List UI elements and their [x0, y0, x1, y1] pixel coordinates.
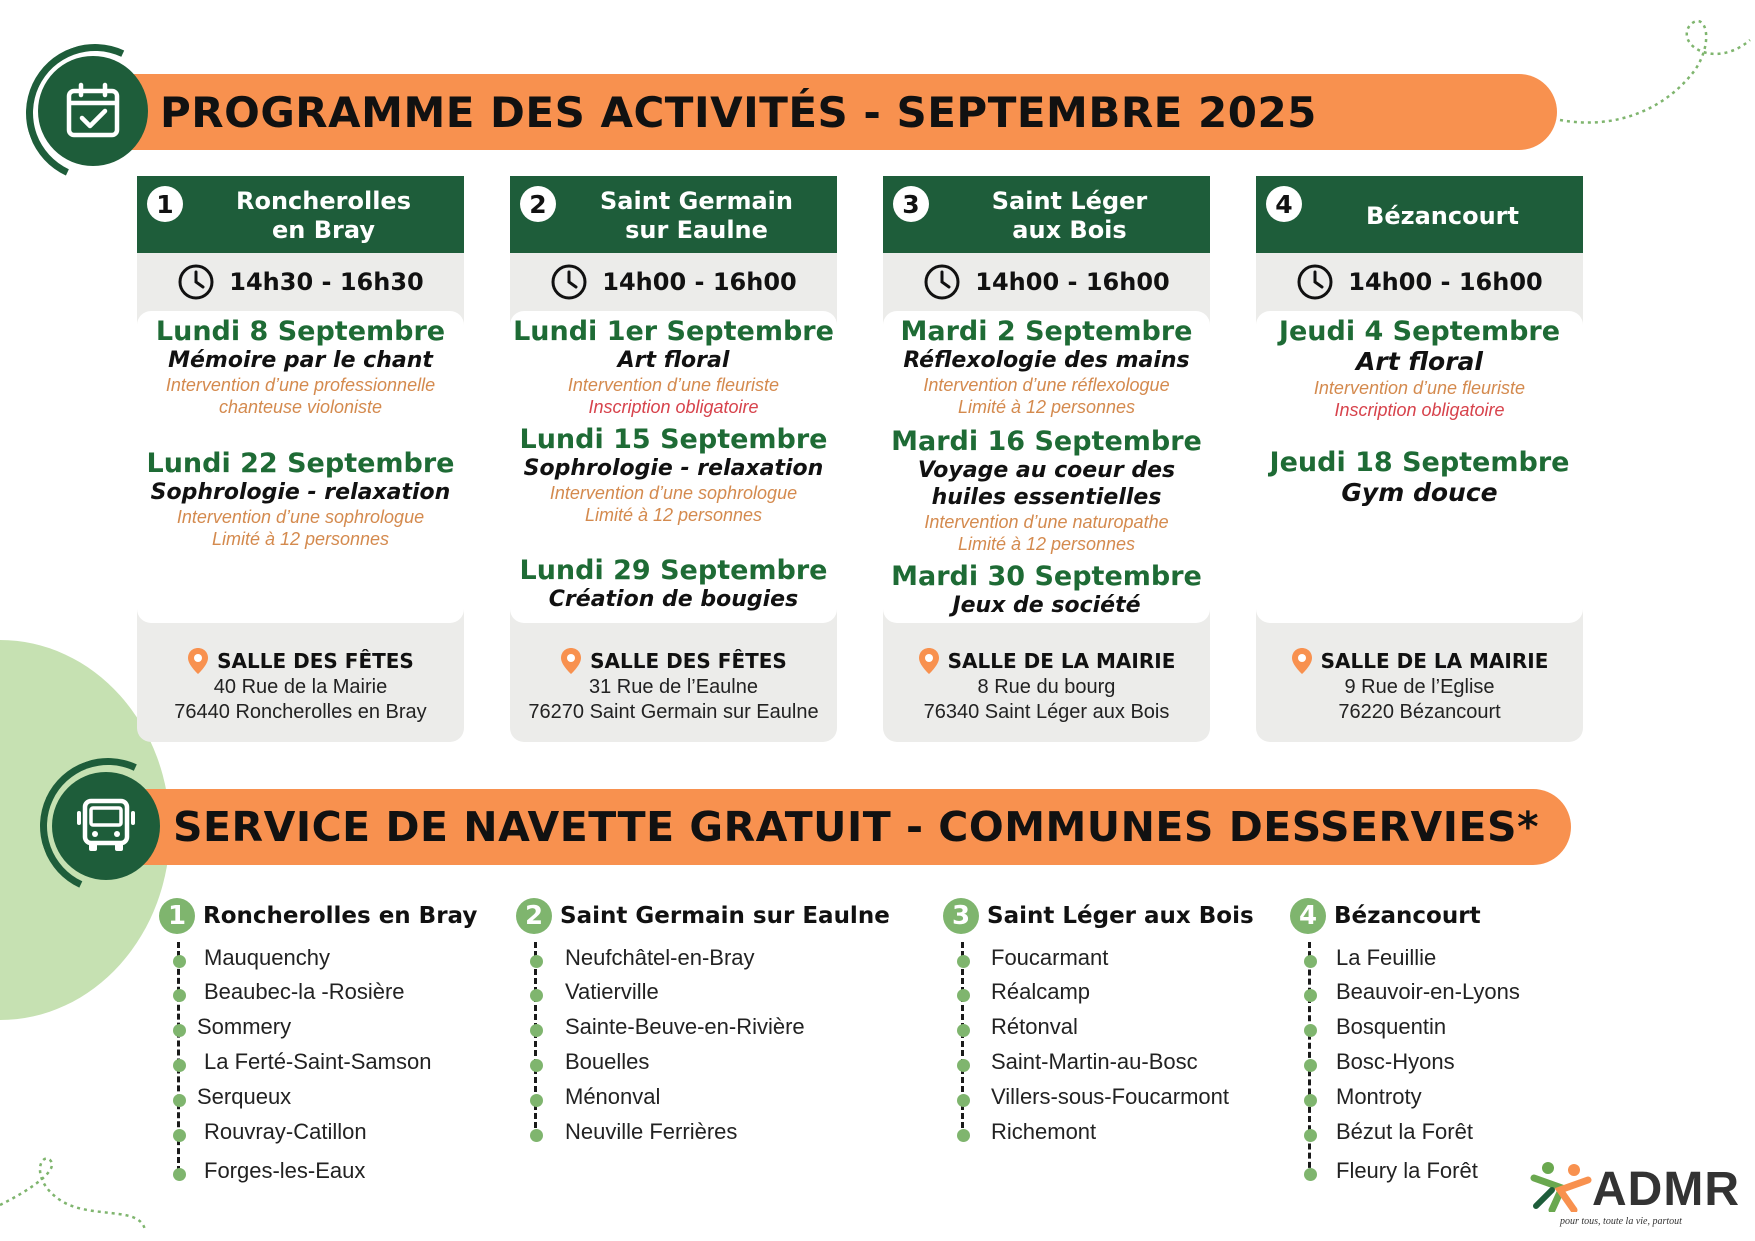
event-date: Mardi 30 Septembre [891, 561, 1202, 592]
event-date: Lundi 29 Septembre [519, 555, 828, 586]
event-info: Intervention d’une fleuriste [1313, 378, 1526, 398]
venue-address [137, 625, 464, 735]
town-name [1312, 186, 1573, 246]
shuttle-town: Roncherolles en Bray [203, 903, 478, 929]
route-dot [1304, 989, 1317, 1002]
served-commune: Neufchâtel-en-Bray [565, 945, 755, 970]
served-commune: Bosc-Hyons [1336, 1049, 1455, 1074]
served-commune: Richemont [991, 1119, 1097, 1144]
route-dot [530, 1024, 543, 1037]
session-hours: 14h00 - 16h00 [602, 268, 797, 296]
event-date: Lundi 22 Septembre [146, 448, 455, 479]
venue-address [1256, 625, 1583, 735]
town-line-1: Saint Germain [600, 187, 793, 215]
town-name [939, 186, 1200, 246]
event-date: Jeudi 18 Septembre [1269, 447, 1570, 478]
time-row [883, 253, 1210, 311]
location-pin-icon [918, 647, 940, 675]
venue-name-row [883, 647, 1210, 675]
event-activity: Sophrologie - relaxation [523, 456, 824, 481]
admr-people-icon [1530, 1160, 1596, 1212]
shuttle-banner [130, 789, 1571, 865]
venue-name-row [137, 647, 464, 675]
venue-address [883, 625, 1210, 735]
served-commune: Beauvoir-en-Lyons [1336, 979, 1520, 1004]
event-date: Mardi 16 Septembre [891, 426, 1202, 457]
event-info: Intervention d’une professionnelle [165, 375, 436, 395]
event-date: Lundi 15 Septembre [519, 424, 828, 455]
program-column-3 [883, 176, 1210, 742]
served-commune: Sainte-Beuve-en-Rivière [565, 1014, 805, 1039]
route-dot [173, 1024, 186, 1037]
route-dot [173, 1094, 186, 1107]
shuttle-column-1 [159, 896, 479, 1196]
time-row [510, 253, 837, 311]
served-commune: Serqueux [197, 1084, 292, 1109]
dashed-route-line [961, 942, 964, 1137]
served-commune: Mauquenchy [204, 945, 330, 970]
registration-required: Inscription obligatoire [1334, 400, 1505, 420]
shuttle-number: 1 [159, 898, 195, 934]
town-line-2: sur Eaulne [625, 216, 768, 244]
session-hours: 14h00 - 16h00 [1348, 268, 1543, 296]
shuttle-column-4 [1290, 896, 1540, 1196]
event-item [510, 425, 837, 526]
route-dot [957, 1024, 970, 1037]
column-number: 1 [147, 186, 183, 222]
served-commune: Foucarmant [991, 945, 1109, 970]
event-activity: Art floral [1356, 347, 1483, 376]
venue-street: 40 Rue de la Mairie [213, 676, 388, 698]
shuttle-number: 2 [516, 898, 552, 934]
column-header [137, 176, 464, 253]
route-dot [1304, 1168, 1317, 1181]
served-commune: La Feuillie [1336, 945, 1437, 970]
event-date: Jeudi 4 Septembre [1278, 316, 1561, 347]
program-column-4 [1256, 176, 1583, 742]
shuttle-town: Bézancourt [1334, 903, 1481, 929]
shuttle-column-header [516, 896, 896, 936]
venue-name: SALLE DES FÊTES [590, 649, 787, 673]
venue-name-row [1256, 647, 1583, 675]
route-dot [957, 1059, 970, 1072]
route-dot [530, 1129, 543, 1142]
event-activity: Jeux de société [952, 593, 1141, 618]
served-commune: Bézut la Forêt [1336, 1119, 1473, 1144]
events-panel [510, 311, 837, 623]
shuttle-town: Saint Léger aux Bois [987, 903, 1254, 929]
shuttle-column-2 [516, 896, 896, 1196]
calendar-check-icon [38, 56, 148, 166]
event-activity: huiles essentielles [931, 485, 1162, 510]
route-dot [530, 1094, 543, 1107]
admr-tagline: pour tous, toute la vie, partout [1560, 1216, 1682, 1227]
venue-name-row [510, 647, 837, 675]
column-body [510, 253, 837, 742]
events-panel [1256, 311, 1583, 623]
event-item [1256, 317, 1583, 421]
route-dot [173, 1168, 186, 1181]
route-dot [957, 1129, 970, 1142]
venue-name: SALLE DE LA MAIRIE [1320, 649, 1549, 673]
route-dot [957, 1094, 970, 1107]
served-commune: Rouvray-Catillon [204, 1119, 367, 1144]
column-number: 3 [893, 186, 929, 222]
event-info: Limité à 12 personnes [211, 529, 390, 549]
venue-city: 76440 Roncherolles en Bray [174, 701, 427, 723]
served-commune: Ménonval [565, 1084, 661, 1109]
served-commune: Beaubec-la -Rosière [204, 979, 405, 1004]
admr-logo-text: ADMR [1592, 1163, 1740, 1216]
route-dot [957, 955, 970, 968]
column-body [1256, 253, 1583, 742]
column-body [137, 253, 464, 742]
decorative-dotted-swirl-top [1555, 0, 1755, 130]
program-column-1 [137, 176, 464, 742]
served-commune: Neuville Ferrières [565, 1119, 738, 1144]
venue-name: SALLE DES FÊTES [217, 649, 414, 673]
event-activity: Réflexologie des mains [903, 348, 1190, 373]
venue-street: 31 Rue de l’Eaulne [588, 676, 758, 698]
column-number: 2 [520, 186, 556, 222]
shuttle-column-header [159, 896, 479, 936]
shuttle-number: 3 [943, 898, 979, 934]
event-info: Intervention d’une fleuriste [567, 375, 780, 395]
town-name [566, 186, 827, 246]
route-dot [530, 989, 543, 1002]
route-dot [957, 989, 970, 1002]
served-commune: Bosquentin [1336, 1014, 1447, 1039]
location-pin-icon [1291, 647, 1313, 675]
served-commune: Saint-Martin-au-Bosc [991, 1049, 1198, 1074]
shuttle-number: 4 [1290, 898, 1326, 934]
clock-icon [550, 263, 588, 301]
route-dot [1304, 1024, 1317, 1037]
column-header [510, 176, 837, 253]
event-date: Mardi 2 Septembre [900, 316, 1193, 347]
event-item [137, 449, 464, 550]
program-title: PROGRAMME DES ACTIVITÉS - SEPTEMBRE 2025 [160, 87, 1317, 137]
route-dot [1304, 1059, 1317, 1072]
event-info: Intervention d’une sophrologue [176, 507, 425, 527]
bus-icon [52, 772, 160, 880]
town-line-1: Roncherolles [236, 187, 411, 215]
program-banner [120, 74, 1557, 150]
session-hours: 14h00 - 16h00 [975, 268, 1170, 296]
venue-street: 8 Rue du bourg [977, 676, 1116, 698]
dashed-route-line [534, 942, 537, 1137]
shuttle-town: Saint Germain sur Eaulne [560, 903, 890, 929]
served-commune: Sommery [197, 1014, 292, 1039]
route-dot [530, 955, 543, 968]
events-panel [137, 311, 464, 623]
route-dot [173, 1059, 186, 1072]
town-line-1: Bézancourt [1366, 201, 1519, 230]
time-row [1256, 253, 1583, 311]
venue-street: 9 Rue de l’Eglise [1344, 676, 1495, 698]
event-date: Lundi 8 Septembre [155, 316, 446, 347]
event-activity: Création de bougies [548, 587, 799, 612]
column-header [883, 176, 1210, 253]
served-commune: Forges-les-Eaux [204, 1158, 366, 1183]
served-commune: Rétonval [991, 1014, 1078, 1039]
location-pin-icon [560, 647, 582, 675]
clock-icon [177, 263, 215, 301]
event-info: Limité à 12 personnes [957, 397, 1136, 417]
route-dot [1304, 955, 1317, 968]
time-row [137, 253, 464, 311]
served-commune: Fleury la Forêt [1336, 1158, 1478, 1183]
route-dot [530, 1059, 543, 1072]
clock-icon [1296, 263, 1334, 301]
column-number: 4 [1266, 186, 1302, 222]
column-body [883, 253, 1210, 742]
event-activity: Sophrologie - relaxation [150, 480, 451, 505]
event-info: Limité à 12 personnes [957, 534, 1136, 554]
served-commune: Bouelles [565, 1049, 650, 1074]
event-item [883, 427, 1210, 555]
served-commune: Montroty [1336, 1084, 1422, 1109]
served-commune: Réalcamp [991, 979, 1091, 1004]
event-info: Limité à 12 personnes [584, 505, 763, 525]
venue-city: 76340 Saint Léger aux Bois [923, 701, 1170, 723]
event-item [510, 556, 837, 613]
event-item [137, 317, 464, 418]
session-hours: 14h30 - 16h30 [229, 268, 424, 296]
shuttle-column-header [1290, 896, 1540, 936]
event-activity: Art floral [617, 348, 730, 373]
route-dot [1304, 1129, 1317, 1142]
program-column-2 [510, 176, 837, 742]
event-info: Intervention d’une réflexologue [923, 375, 1170, 395]
event-activity: Voyage au coeur des [917, 458, 1176, 483]
venue-city: 76270 Saint Germain sur Eaulne [528, 701, 819, 723]
clock-icon [923, 263, 961, 301]
shuttle-column-header [943, 896, 1273, 936]
event-item [883, 317, 1210, 418]
shuttle-title: SERVICE DE NAVETTE GRATUIT - COMMUNES DESSERVIES* [173, 803, 1540, 851]
event-activity: Gym douce [1341, 478, 1498, 507]
column-header [1256, 176, 1583, 253]
event-item [510, 317, 837, 418]
event-item [883, 562, 1210, 619]
event-info: chanteuse violoniste [218, 397, 383, 417]
events-panel [883, 311, 1210, 623]
route-dot [1304, 1094, 1317, 1107]
registration-required: Inscription obligatoire [588, 397, 759, 417]
event-date: Lundi 1er Septembre [513, 316, 834, 347]
venue-city: 76220 Bézancourt [1338, 701, 1501, 723]
venue-name: SALLE DE LA MAIRIE [947, 649, 1176, 673]
route-dot [173, 1129, 186, 1142]
location-pin-icon [187, 647, 209, 675]
town-line-2: en Bray [272, 216, 375, 244]
town-name [193, 186, 454, 246]
route-dot [173, 955, 186, 968]
admr-logo [1530, 1160, 1745, 1230]
decorative-dotted-swirl-bottom [0, 1150, 160, 1241]
event-info: Intervention d’une naturopathe [924, 512, 1169, 532]
served-commune: Vatierville [565, 979, 659, 1004]
event-item [1256, 448, 1583, 508]
event-info: Intervention d’une sophrologue [549, 483, 798, 503]
event-activity: Mémoire par le chant [168, 348, 433, 373]
town-line-1: Saint Léger [991, 187, 1148, 215]
shuttle-column-3 [943, 896, 1273, 1196]
served-commune: Villers-sous-Foucarmont [991, 1084, 1230, 1109]
town-line-2: aux Bois [1012, 216, 1127, 244]
served-commune: La Ferté-Saint-Samson [204, 1049, 432, 1074]
route-dot [173, 989, 186, 1002]
venue-address [510, 625, 837, 735]
